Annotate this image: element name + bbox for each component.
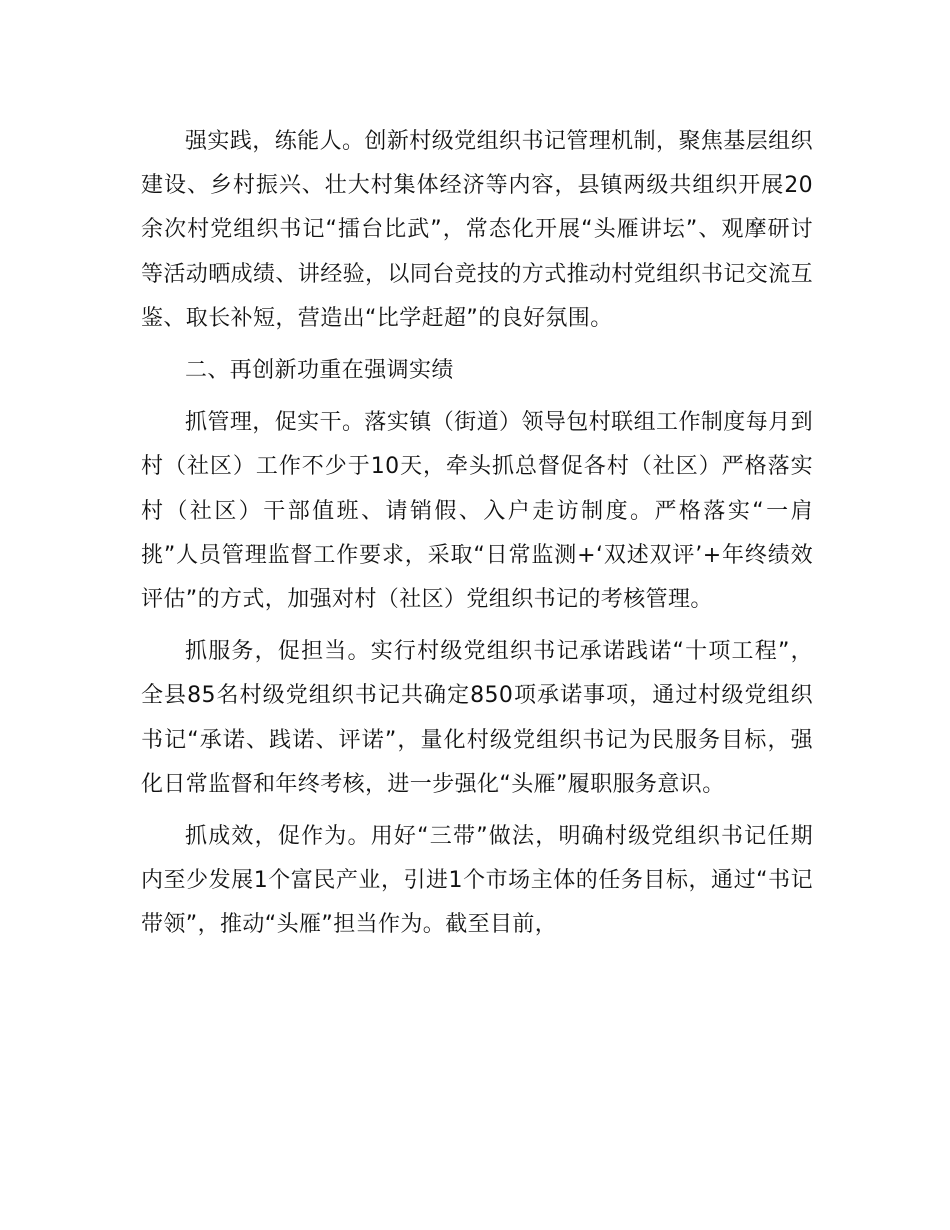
paragraph-management: 抓管理，促实干。落实镇（街道）领导包村联组工作制度每月到村（社区）工作不少于10天，牵头抓总督促各村（社区）严格落实村（社区）干部值班、请销假、入户走访制度。严格落实“一肩挑”人员管理监督工作要求，采取“日常监测+‘双述双评’+年终绩效评估”的方式，加强对村（社区）党组织书记的考核管理。 (141, 410, 813, 613)
paragraph-results: 抓成效，促作为。用好“三带”做法，明确村级党组织书记任期内至少发展1个富民产业，引进1个市场主体的任务目标，通过“书记带领”，推动“头雁”担当作为。截至目前， (141, 824, 813, 938)
paragraph-service: 抓服务，促担当。实行村级党组织书记承诺践诺“十项工程”，全县85名村级党组织书记共确定850项承诺事项，通过村级党组织书记“承诺、践诺、评诺”，量化村级党组织书记为民服务目标，强化日常监督和年终考核，进一步强化“头雁”履职服务意识。 (141, 639, 813, 797)
paragraph-practice: 强实践，练能人。创新村级党组织书记管理机制，聚焦基层组织建设、乡村振兴、壮大村集体经济等内容，县镇两级共组织开展20余次村党组织书记“擂台比武”，常态化开展“头雁讲坛”、观摩研讨等活动晒成绩、讲经验，以同台竞技的方式推动村党组织书记交流互鉴、取长补短，营造出“比学赶超”的良好氛围。 (141, 129, 814, 331)
section-heading: 二、再创新功重在强调实绩 (185, 358, 454, 384)
document-body (141, 120, 813, 948)
